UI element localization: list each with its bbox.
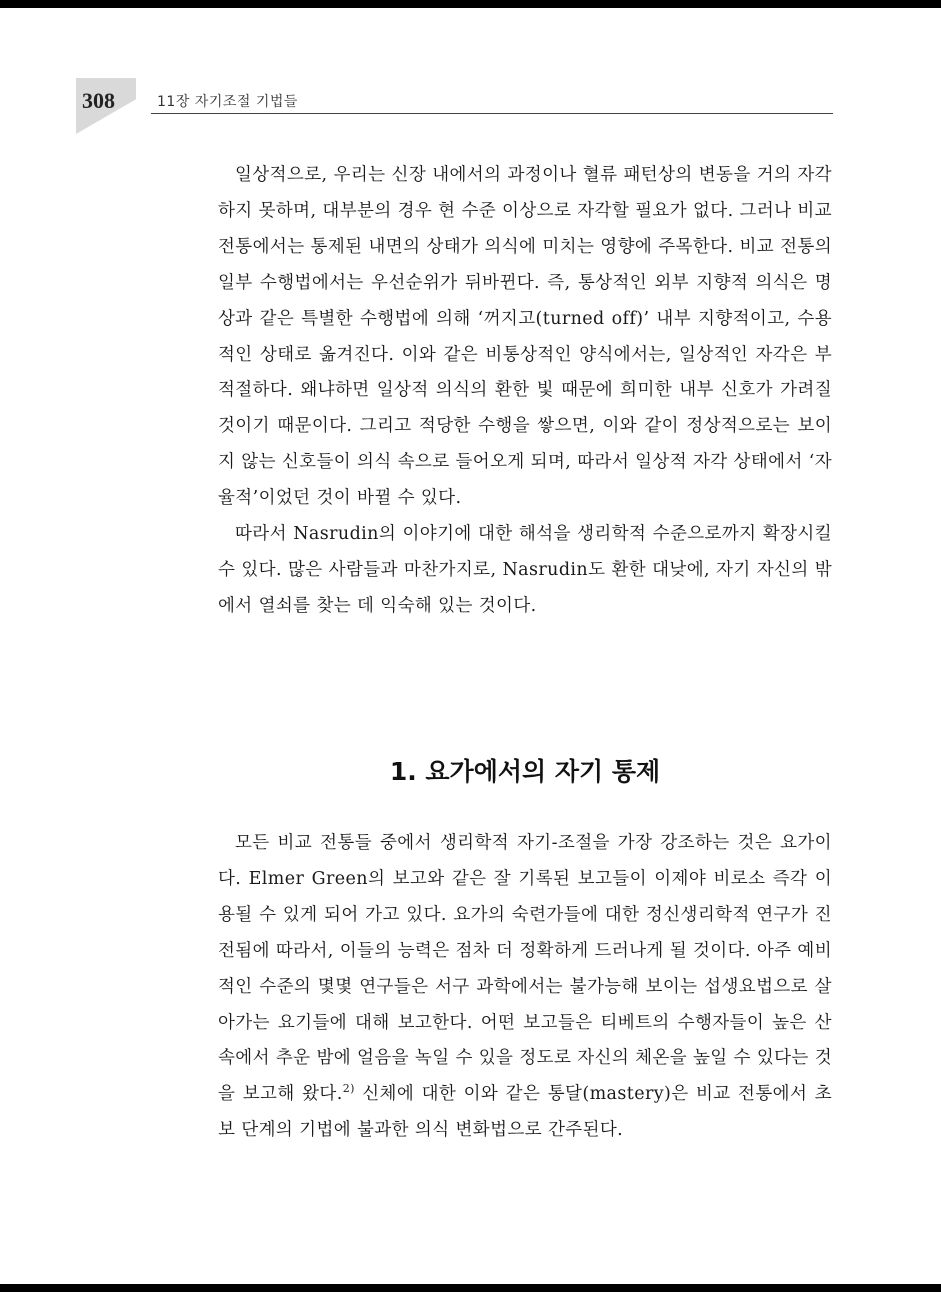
paragraph: 따라서 Nasrudin의 이야기에 대한 해석을 생리학적 수준으로까지 확장시킬 수 있다. 많은 사람들과 마찬가지로, Nasrudin도 환한 대낮에, 자기 자신의 밖에서 열쇠를 찾는 데 익숙해 있는 것이다. xyxy=(218,524,832,616)
paragraph xyxy=(218,826,832,1149)
paragraph: 일상적으로, 우리는 신장 내에서의 과정이나 혈류 패턴상의 변동을 거의 자각하지 못하며, 대부분의 경우 현 수준 이상으로 자각할 필요가 없다. 그러나 비교 전통에서는 통제된 내면의 상태가 의식에 미치는 영향에 주목한다. 비교 전통의 일부 수행법에서는 우선순위가 뒤바뀐다. 즉, 통상적인 외부 지향적 의식은 명상과 같은 특별한 수행법에 의해 ‘꺼지고(turned off)’ 내부 지향적이고, 수용적인 상태로 옮겨진다. 이와 같은 비통상적인 양식에서는, 일상적인 자각은 부적절하다. 왜냐하면 일상적 의식의 환한 빛 때문에 희미한 내부 신호가 가려질 것이기 때문이다. 그리고 적당한 수행을 쌓으면, 이와 같이 정상적으로는 보이지 않는 신호들이 의식 속으로 들어오게 되며, 따라서 일상적 자각 상태에서 ‘자율적’이었던 것이 바뀔 수 있다. xyxy=(218,165,832,509)
section-one-body xyxy=(218,158,832,625)
header-rule xyxy=(151,113,833,114)
paragraph-text: 신체에 대한 이와 같은 통달(mastery)은 비교 전통에서 초보 단계의 기법에 불과한 의식 변화법으로 간주된다. xyxy=(218,1084,833,1141)
bottom-border xyxy=(0,1284,941,1292)
footnote-marker: 2) xyxy=(342,1082,355,1096)
paragraph-text: 모든 비교 전통들 중에서 생리학적 자기-조절을 가장 강조하는 것은 요가이다. Elmer Green의 보고와 같은 잘 기록된 보고들이 이제야 비로소 즉각 이용될 수 있게 되어 가고 있다. 요가의 숙련가들에 대한 정신생리학적 연구가 진전됨에 따라서, 이들의 능력은 점차 더 정확하게 드러나게 될 것이다. 아주 예비적인 수준의 몇몇 연구들은 서구 과학에서는 불가능해 보이는 섭생요법으로 살아가는 요기들에 대해 보고한다. 어떤 보고들은 티베트의 수행자들이 높은 산 속에서 추운 밤에 얼음을 녹일 수 있을 정도로 자신의 체온을 높일 수 있다는 것을 보고해 왔다. xyxy=(218,833,832,1105)
running-title: 11장 자기조절 기법들 xyxy=(157,94,298,110)
section-heading: 1. 요가에서의 자기 통제 xyxy=(389,757,661,786)
page-number: 308 xyxy=(82,88,115,113)
top-border xyxy=(0,0,941,8)
section-two-body xyxy=(218,826,832,1149)
